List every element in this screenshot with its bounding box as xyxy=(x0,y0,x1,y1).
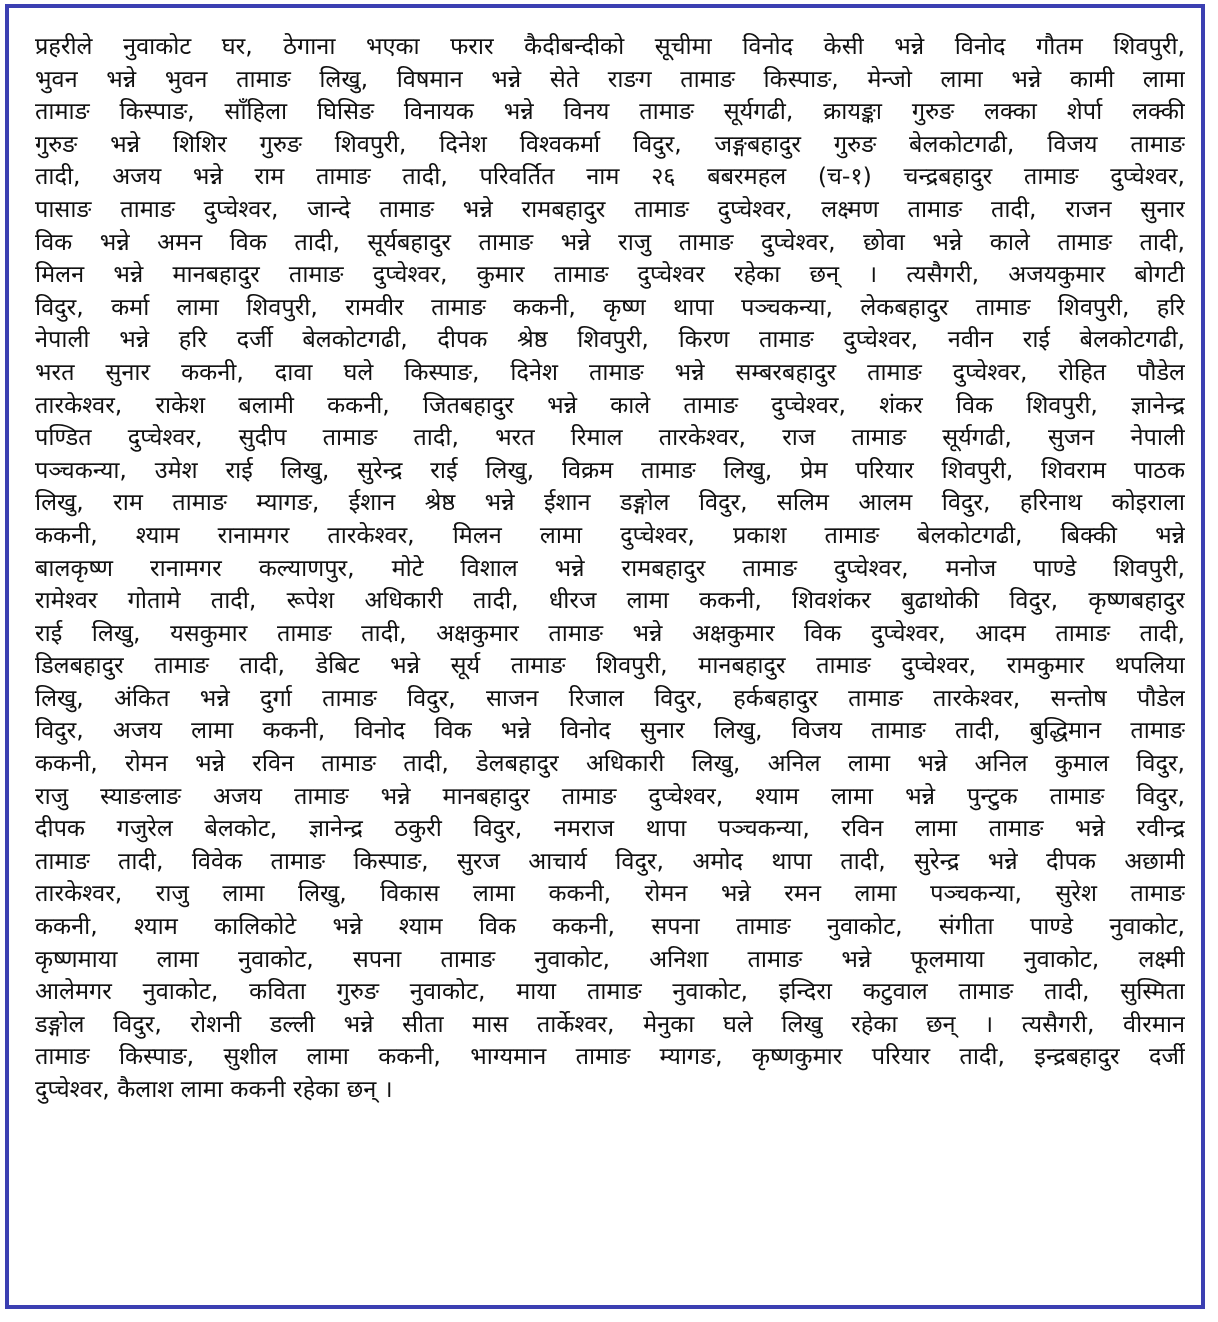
text-line: भरत सुनार ककनी, दावा घले किस्पाङ, दिनेश तामाङ भन्ने सम्बरबहादुर तामाङ दुप्चेश्वर, रोहित पौडेल xyxy=(35,357,1185,386)
text-line: लिखु, राम तामाङ म्यागङ, ईशान श्रेष्ठ भन्ने ईशान डङ्गोल विदुर, सलिम आलम विदुर, हरिनाथ कोइराला xyxy=(35,488,1185,517)
text-line: बालकृष्ण रानामगर कल्याणपुर, मोटे विशाल भन्ने रामबहादुर तामाङ दुप्चेश्वर, मनोज पाण्डे शिवपुरी, xyxy=(35,553,1185,582)
text-line: ककनी, रोमन भन्ने रविन तामाङ तादी, डेलबहादुर अधिकारी लिखु, अनिल लामा भन्ने अनिल कुमाल विदुर, xyxy=(35,749,1185,778)
text-line: तामाङ तादी, विवेक तामाङ किस्पाङ, सुरज आचार्य विदुर, अमोद थापा तादी, सुरेन्द्र भन्ने दीपक अछामी xyxy=(35,846,1185,875)
text-line: भुवन भन्ने भुवन तामाङ लिखु, विषमान भन्ने सेते राङग तामाङ किस्पाङ, मेन्जो लामा भन्ने कामी लामा xyxy=(35,64,1185,93)
text-line: तारकेश्वर, राजु लामा लिखु, विकास लामा ककनी, रोमन भन्ने रमन लामा पञ्चकन्या, सुरेश तामाङ xyxy=(35,879,1185,908)
text-line: नेपाली भन्ने हरि दर्जी बेलकोटगढी, दीपक श्रेष्ठ शिवपुरी, किरण तामाङ दुप्चेश्वर, नवीन राई बेलकोटगढी, xyxy=(35,325,1185,354)
text-line: विक भन्ने अमन विक तादी, सूर्यबहादुर तामाङ भन्ने राजु तामाङ दुप्चेश्वर, छोवा भन्ने काले तामाङ तादी, xyxy=(35,227,1185,256)
document-frame xyxy=(5,4,1205,1309)
text-line: तामाङ किस्पाङ, सुशील लामा ककनी, भाग्यमान तामाङ म्यागङ, कृष्णकुमार परियार तादी, इन्द्रबहादुर दर्जी xyxy=(35,1042,1185,1071)
text-line: मिलन भन्ने मानबहादुर तामाङ दुप्चेश्वर, कुमार तामाङ दुप्चेश्वर रहेका छन् । त्यसैगरी, अजयकुमार बोगटी xyxy=(35,260,1185,289)
text-line: पण्डित दुप्चेश्वर, सुदीप तामाङ तादी, भरत रिमाल तारकेश्वर, राज तामाङ सूर्यगढी, सुजन नेपाली xyxy=(35,423,1185,452)
text-line: कृष्णमाया लामा नुवाकोट, सपना तामाङ नुवाकोट, अनिशा तामाङ भन्ने फूलमाया नुवाकोट, लक्ष्मी xyxy=(35,944,1185,973)
text-line: ककनी, श्याम रानामगर तारकेश्वर, मिलन लामा दुप्चेश्वर, प्रकाश तामाङ बेलकोटगढी, बिक्की भन्ने xyxy=(35,520,1185,549)
text-line: तामाङ किस्पाङ, साँहिला घिसिङ विनायक भन्ने विनय तामाङ सूर्यगढी, क्रायङ्का गुरुङ लक्का शेर्पा लक्की xyxy=(35,97,1185,126)
text-line: गुरुङ भन्ने शिशिर गुरुङ शिवपुरी, दिनेश विश्वकर्मा विदुर, जङ्गबहादुर गुरुङ बेलकोटगढी, विजय तामाङ xyxy=(35,129,1185,158)
text-line: प्रहरीले नुवाकोट घर, ठेगाना भएका फरार कैदीबन्दीको सूचीमा विनोद केसी भन्ने विनोद गौतम शिवपुरी, xyxy=(35,32,1185,60)
text-line: पासाङ तामाङ दुप्चेश्वर, जान्दे तामाङ भन्ने रामबहादुर तामाङ दुप्चेश्वर, लक्ष्मण तामाङ तादी, राजन सुनार xyxy=(35,194,1185,223)
text-line: डिलबहादुर तामाङ तादी, डेबिट भन्ने सूर्य तामाङ शिवपुरी, मानबहादुर तामाङ दुप्चेश्वर, रामकुमार थपलिया xyxy=(35,651,1185,680)
text-line: रामेश्वर गोतामे तादी, रूपेश अधिकारी तादी, धीरज लामा ककनी, शिवशंकर बुढाथोकी विदुर, कृष्णबहादुर xyxy=(35,586,1185,615)
text-line: विदुर, कर्मा लामा शिवपुरी, रामवीर तामाङ ककनी, कृष्ण थापा पञ्चकन्या, लेकबहादुर तामाङ शिवपुरी, हरि xyxy=(35,292,1185,321)
text-line: विदुर, अजय लामा ककनी, विनोद विक भन्ने विनोद सुनार लिखु, विजय तामाङ तादी, बुद्धिमान तामाङ xyxy=(35,716,1185,745)
text-line: तादी, अजय भन्ने राम तामाङ तादी, परिवर्तित नाम २६ बबरमहल (च-१) चन्द्रबहादुर तामाङ दुप्चेश्वर, xyxy=(35,162,1185,191)
text-line: डङ्गोल विदुर, रोशनी डल्ली भन्ने सीता मास तार्केश्वर, मेनुका घले लिखु रहेका छन् । त्यसैगरी, वीरमान xyxy=(35,1009,1185,1038)
text-line: दुप्चेश्वर, कैलाश लामा ककनी रहेका छन् । xyxy=(35,1075,393,1103)
text-line: आलेमगर नुवाकोट, कविता गुरुङ नुवाकोट, माया तामाङ नुवाकोट, इन्दिरा कटुवाल तामाङ तादी, सुस्मिता xyxy=(35,977,1185,1006)
text-line: ककनी, श्याम कालिकोटे भन्ने श्याम विक ककनी, सपना तामाङ नुवाकोट, संगीता पाण्डे नुवाकोट, xyxy=(35,912,1185,941)
text-line: राई लिखु, यसकुमार तामाङ तादी, अक्षकुमार तामाङ भन्ने अक्षकुमार विक दुप्चेश्वर, आदम तामाङ तादी, xyxy=(35,618,1185,647)
text-line: पञ्चकन्या, उमेश राई लिखु, सुरेन्द्र राई लिखु, विक्रम तामाङ लिखु, प्रेम परियार शिवपुरी, शिवराम पाठक xyxy=(35,455,1185,484)
text-line: लिखु, अंकित भन्ने दुर्गा तामाङ विदुर, साजन रिजाल विदुर, हर्कबहादुर तामाङ तारकेश्वर, सन्तोष पौडेल xyxy=(35,683,1185,712)
text-line: दीपक गजुरेल बेलकोट, ज्ञानेन्द्र ठकुरी विदुर, नमराज थापा पञ्चकन्या, रविन लामा तामाङ भन्ने रवीन्द्र xyxy=(35,814,1185,843)
text-line: राजु स्याङलाङ अजय तामाङ भन्ने मानबहादुर तामाङ दुप्चेश्वर, श्याम लामा भन्ने पुन्टुक तामाङ विदुर, xyxy=(35,781,1185,810)
document-body xyxy=(35,30,1185,1106)
text-line: तारकेश्वर, राकेश बलामी ककनी, जितबहादुर भन्ने काले तामाङ दुप्चेश्वर, शंकर विक शिवपुरी, ज्ञानेन्द्र xyxy=(35,390,1185,419)
